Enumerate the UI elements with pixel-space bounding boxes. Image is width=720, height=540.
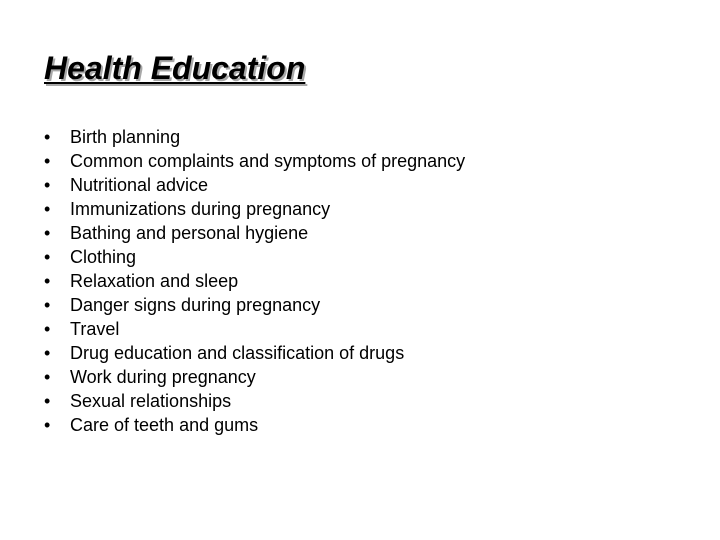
list-item-text: Immunizations during pregnancy [70, 199, 331, 219]
bullet-icon: • [44, 127, 51, 147]
list-item-text: Danger signs during pregnancy [70, 295, 321, 315]
list-item-text: Birth planning [70, 127, 181, 147]
list-item-text: Work during pregnancy [70, 367, 256, 387]
bullet-icon: • [44, 391, 51, 411]
bullet-icon: • [44, 367, 51, 387]
bullet-icon: • [44, 415, 51, 435]
bullet-icon: • [44, 319, 51, 339]
slide-title: Health Education [44, 50, 306, 86]
bullet-icon: • [44, 199, 51, 219]
list-item-text: Clothing [70, 247, 137, 267]
list-item-text: Nutritional advice [70, 175, 209, 195]
bullet-icon: • [44, 295, 51, 315]
bullet-icon: • [44, 175, 51, 195]
list-item-text: Travel [70, 319, 120, 339]
list-item-text: Common complaints and symptoms of pregnancy [70, 151, 466, 171]
list-item-text: Relaxation and sleep [70, 271, 239, 291]
list-item-text: Sexual relationships [70, 391, 232, 411]
bullet-icon: • [44, 343, 51, 363]
bullet-icon: • [44, 151, 51, 171]
bullet-icon: • [44, 247, 51, 267]
bullet-icon: • [44, 271, 51, 291]
list-item-text: Care of teeth and gums [70, 415, 259, 435]
list-item-text: Drug education and classification of drugs [70, 343, 405, 363]
list-item-text: Bathing and personal hygiene [70, 223, 309, 243]
bullet-icon: • [44, 223, 51, 243]
